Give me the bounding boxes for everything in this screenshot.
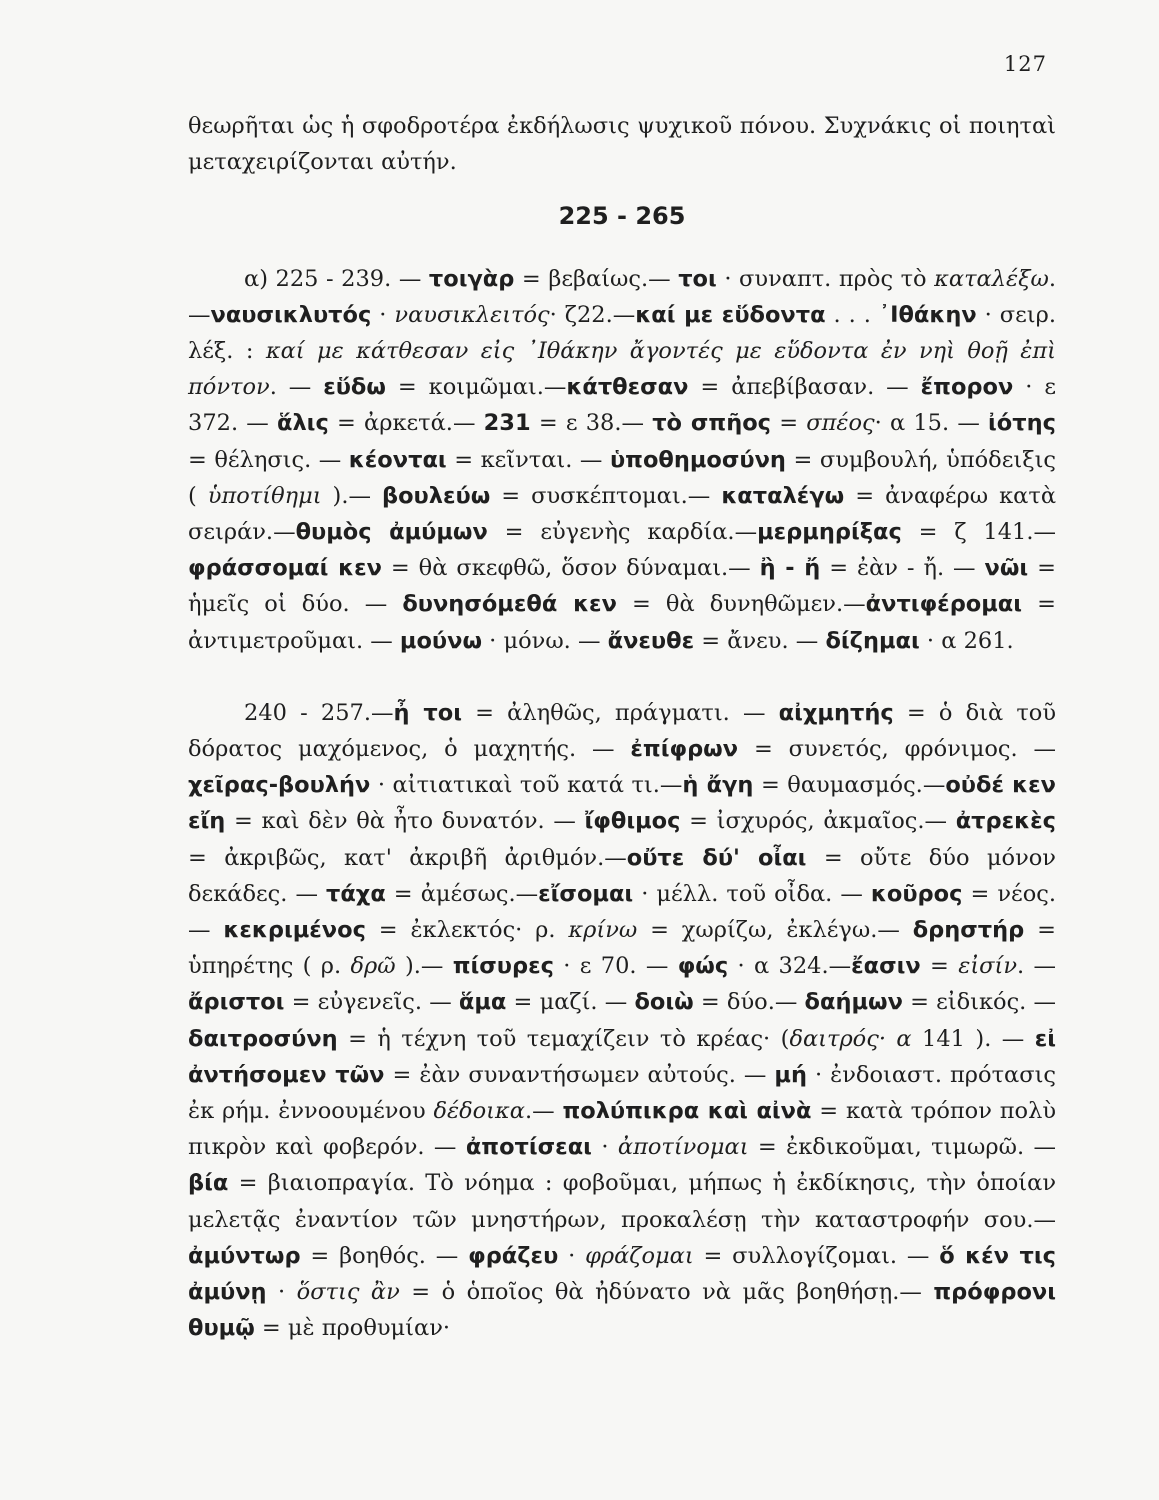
- headword: αἰχμητής: [778, 699, 894, 726]
- headword: χεῖρας-βουλήν: [188, 772, 371, 799]
- commentary-paragraph-2: [188, 695, 1056, 1347]
- headword: ἄνευθε: [607, 627, 695, 654]
- headword: οὐδέ κεν εἴη: [188, 772, 1056, 835]
- gloss-text: = θέλησις. —: [188, 446, 349, 473]
- gloss-text: = βιαιοπραγία. Τὸ νόημα : φοβοῦμαι, μήπως ἡ ἐκδίκησις, τὴν ὁποίαν μελετᾷς ἐναντίον τῶν μνηστήρων, προκαλέσῃ τὴν καταστροφήν σου.—: [188, 1170, 1056, 1233]
- headword: ἀποτίσεαι: [465, 1134, 592, 1161]
- gloss-text: · αἰτιατικαὶ τοῦ κατά τι.—: [370, 772, 683, 799]
- quoted-form: καταλέξω: [934, 265, 1049, 292]
- headword: καταλέγω: [721, 482, 845, 509]
- headword: ᾿Ιθάκην: [878, 301, 977, 328]
- headword: κεκριμένος: [223, 917, 366, 944]
- headword: ἀντιφέρομαι: [865, 591, 1023, 618]
- gloss-text: = ἀρκετά.—: [328, 410, 484, 437]
- gloss-text: = συλλογίζομαι. —: [693, 1242, 940, 1269]
- gloss-text: = θὰ δυνηθῶμεν.—: [616, 591, 866, 618]
- headword: ἰότης: [988, 410, 1056, 437]
- gloss-text: = εὐγενεῖς. —: [284, 989, 459, 1016]
- headword: ἅλις: [276, 410, 329, 437]
- headword: ὑποθημοσύνη: [609, 446, 786, 473]
- gloss-text: 141 ). —: [911, 1025, 1035, 1052]
- headword: ἡ ἄγη: [682, 772, 754, 799]
- headword: κοῦρος: [870, 880, 963, 907]
- headword: ἦ τοι: [393, 699, 462, 726]
- quoted-form: δρῶ: [350, 953, 396, 980]
- headword: νῶι: [984, 555, 1029, 582]
- quoted-form: κρίνω: [568, 917, 638, 944]
- gloss-text: = ἰσχυρός, ἀκμαῖος.—: [680, 808, 956, 835]
- quoted-form: καί με κάτθεσαν εἰς ᾿Ιθάκην ἄγοντές με εὕδοντα ἐν νηὶ θοῇ ἐπὶ πόντον: [188, 338, 1056, 401]
- headword: 231: [483, 410, 531, 437]
- intro-paragraph: θεωρῆται ὡς ἡ σφοδροτέρα ἐκδήλωσις ψυχικοῦ πόνου. Συχνάκις οἱ ποιηταὶ μεταχειρίζονται αὐτήν.: [188, 113, 1056, 176]
- gloss-text: =: [920, 953, 959, 980]
- headword: φράζευ: [468, 1242, 559, 1269]
- gloss-text: · ε 372. —: [188, 374, 1056, 437]
- gloss-text: ).—: [395, 953, 453, 980]
- gloss-text: = κοιμῶμαι.—: [385, 374, 567, 401]
- gloss-text: ·: [558, 1242, 586, 1269]
- gloss-text: ·: [591, 1134, 618, 1161]
- gloss-text: = ἄνευ. —: [694, 627, 826, 654]
- headword: καί με εὕδοντα: [635, 301, 826, 328]
- gloss-text: = ἐὰν - ἤ. —: [820, 555, 985, 582]
- gloss-text: = κεῖνται. —: [446, 446, 610, 473]
- headword: φράσσομαί κεν: [188, 555, 382, 582]
- headword: πρόφρονι θυμῷ: [188, 1279, 1056, 1342]
- gloss-text: = συνετός, φρόνιμος. —: [738, 736, 1056, 763]
- gloss-text: = ἀπεβίβασαν. —: [688, 374, 921, 401]
- headword: ἢ - ἤ: [759, 555, 821, 582]
- headword: θυμὸς ἀμύμων: [295, 519, 488, 546]
- gloss-text: .—: [188, 265, 1056, 328]
- gloss-text: = ἐκλεκτός· ρ.: [365, 917, 569, 944]
- headword: τάχα: [325, 880, 386, 907]
- headword: πολύπικρα καὶ αἰνὰ: [562, 1098, 812, 1125]
- gloss-text: = μὲ προθυμίαν·: [254, 1315, 451, 1342]
- headword: ἅμα: [458, 989, 507, 1016]
- headword: τοιγὰρ: [428, 265, 515, 292]
- headword: μή: [774, 1061, 807, 1088]
- headword: ἔασιν: [851, 953, 921, 980]
- gloss-text: . —: [269, 374, 324, 401]
- gloss-text: · συναπτ. πρὸς τὸ: [716, 265, 935, 292]
- quoted-form: ὅστις ἂν: [296, 1279, 400, 1306]
- headword: δαιτροσύνη: [188, 1025, 338, 1052]
- gloss-text: . . .: [825, 301, 879, 328]
- gloss-text: = δύο.—: [693, 989, 805, 1016]
- commentary-paragraph-1: [188, 261, 1056, 659]
- headword: δοιὼ: [634, 989, 694, 1016]
- gloss-text: = ὑπηρέτης ( ρ.: [188, 917, 1056, 980]
- gloss-text: = θὰ σκεφθῶ, ὅσον δύναμαι.—: [381, 555, 760, 582]
- quoted-form: ὑποτίθημι: [207, 482, 322, 509]
- headword: κέονται: [348, 446, 447, 473]
- headword: ἴφθιμος: [584, 808, 681, 835]
- gloss-text: = ἐκδικοῦμαι, τιμωρῶ. —: [748, 1134, 1056, 1161]
- headword: δαήμων: [804, 989, 903, 1016]
- gloss-text: ·: [266, 1279, 297, 1306]
- headword: ἀτρεκὲς: [955, 808, 1056, 835]
- headword: δίζημαι: [825, 627, 920, 654]
- headword: βουλεύω: [381, 482, 491, 509]
- headword: δρηστήρ: [912, 917, 1025, 944]
- quoted-form: ἀποτίνομαι: [617, 1134, 749, 1161]
- headword: ἀμύντωρ: [188, 1242, 301, 1269]
- gloss-text: = θαυμασμός.—: [753, 772, 946, 799]
- gloss-text: · σειρ. λέξ. :: [188, 301, 1056, 365]
- headword: κάτθεσαν: [566, 374, 689, 401]
- gloss-text: . —: [1017, 953, 1056, 980]
- headword: εἴσομαι: [538, 880, 634, 907]
- gloss-text: = οὔτε δύο μόνον δεκάδες. —: [188, 844, 1056, 907]
- headword: ναυσικλυτός: [210, 301, 372, 328]
- gloss-text: = χωρίζω, ἐκλέγω.—: [637, 917, 913, 944]
- gloss-text: = ἀκριβῶς, κατ' ἀκριβῆ ἀριθμόν.—: [188, 844, 627, 871]
- quoted-form: ναυσικλειτός: [394, 301, 550, 328]
- headword: μερμηρίξας: [757, 519, 902, 546]
- headword: εὕδω: [323, 374, 386, 401]
- gloss-text: = ὁ διὰ τοῦ δόρατος μαχόμενος, ὁ μαχητής. —: [188, 699, 1057, 763]
- gloss-text: · μέλλ. τοῦ οἶδα. —: [633, 880, 871, 907]
- gloss-text: = νέος. —: [188, 880, 1056, 944]
- gloss-text: = καὶ δὲν θὰ ἦτο δυνατόν. —: [225, 808, 585, 835]
- headword: βία: [188, 1170, 229, 1197]
- gloss-text: = ἀντιμετροῦμαι. —: [188, 591, 1056, 654]
- gloss-text: · ζ22.—: [549, 301, 636, 328]
- gloss-text: = ἀμέσως.—: [385, 880, 539, 907]
- gloss-text: α) 225 - 239. —: [244, 265, 429, 292]
- quoted-form: σπέος: [806, 410, 875, 437]
- headword: δυνησόμεθά κεν: [402, 591, 617, 618]
- gloss-text: = συμβουλή, ὑπόδειξις (: [188, 446, 1057, 509]
- headword: ὅ κέν τις ἀμύνῃ: [188, 1242, 1056, 1306]
- headword: ἐπίφρων: [630, 736, 739, 763]
- headword: ἄριστοι: [188, 989, 285, 1016]
- gloss-text: · μόνω. —: [482, 627, 608, 654]
- gloss-text: = συσκέπτομαι.—: [490, 482, 722, 509]
- quoted-form: εἰσίν: [958, 953, 1018, 980]
- headword: τὸ σπῆος: [652, 410, 772, 437]
- headword: εἰ ἀντήσομεν τῶν: [188, 1025, 1057, 1088]
- gloss-text: · ἐνδοιαστ. πρότασις ἐκ ρήμ. ἐννοουμένου: [188, 1061, 1057, 1125]
- gloss-text: 240 - 257.—: [244, 699, 394, 726]
- gloss-text: · α 15. —: [874, 410, 989, 437]
- gloss-text: · ε 70. —: [553, 953, 678, 980]
- gloss-text: = ε 38.—: [530, 410, 653, 437]
- gloss-text: ·: [371, 301, 395, 328]
- gloss-text: = κατὰ τρόπον πολὺ πικρὸν καὶ φοβερόν. —: [188, 1098, 1057, 1161]
- headword: μούνω: [399, 627, 483, 654]
- page-body: [188, 108, 1056, 1347]
- gloss-text: = ἀναφέρω κατὰ σειράν.—: [188, 482, 1057, 546]
- headword: ἔπορον: [920, 374, 1014, 401]
- gloss-text: = βοηθός. —: [300, 1242, 469, 1269]
- gloss-text: =: [771, 410, 807, 437]
- headword: φώς: [677, 953, 729, 980]
- gloss-text: = ἡ τέχνη τοῦ τεμαχίζειν τὸ κρέας· (: [337, 1025, 790, 1052]
- headword: πίσυρες: [452, 953, 554, 980]
- gloss-text: = ὁ ὁποῖος θὰ ἠδύνατο νὰ μᾶς βοηθήσῃ.—: [399, 1279, 934, 1306]
- section-heading: 225 - 265: [558, 202, 686, 231]
- gloss-text: = ζ 141.—: [901, 519, 1056, 546]
- gloss-text: = ἡμεῖς οἱ δύο. —: [188, 555, 1056, 618]
- gloss-text: = εἰδικός. —: [902, 989, 1057, 1016]
- gloss-text: = ἀληθῶς, πράγματι. —: [461, 699, 779, 726]
- gloss-text: = ἐὰν συναντήσωμεν αὐτούς. —: [384, 1061, 775, 1088]
- page-number: 127: [1003, 52, 1047, 76]
- gloss-text: = βεβαίως.—: [514, 265, 679, 292]
- gloss-text: ).—: [321, 482, 382, 509]
- gloss-text: = εὐγενὴς καρδία.—: [487, 519, 758, 546]
- gloss-text: · α 261.: [919, 627, 1014, 654]
- gloss-text: .—: [524, 1098, 563, 1125]
- headword: τοι: [678, 265, 717, 292]
- gloss-text: = μαζί. —: [506, 989, 635, 1016]
- quoted-form: δαιτρός· α: [789, 1025, 912, 1052]
- quoted-form: φράζομαι: [585, 1242, 694, 1269]
- headword: οὔτε δύ' οἶαι: [626, 844, 807, 871]
- gloss-text: · α 324.—: [728, 953, 852, 980]
- quoted-form: δέδοικα: [433, 1098, 525, 1125]
